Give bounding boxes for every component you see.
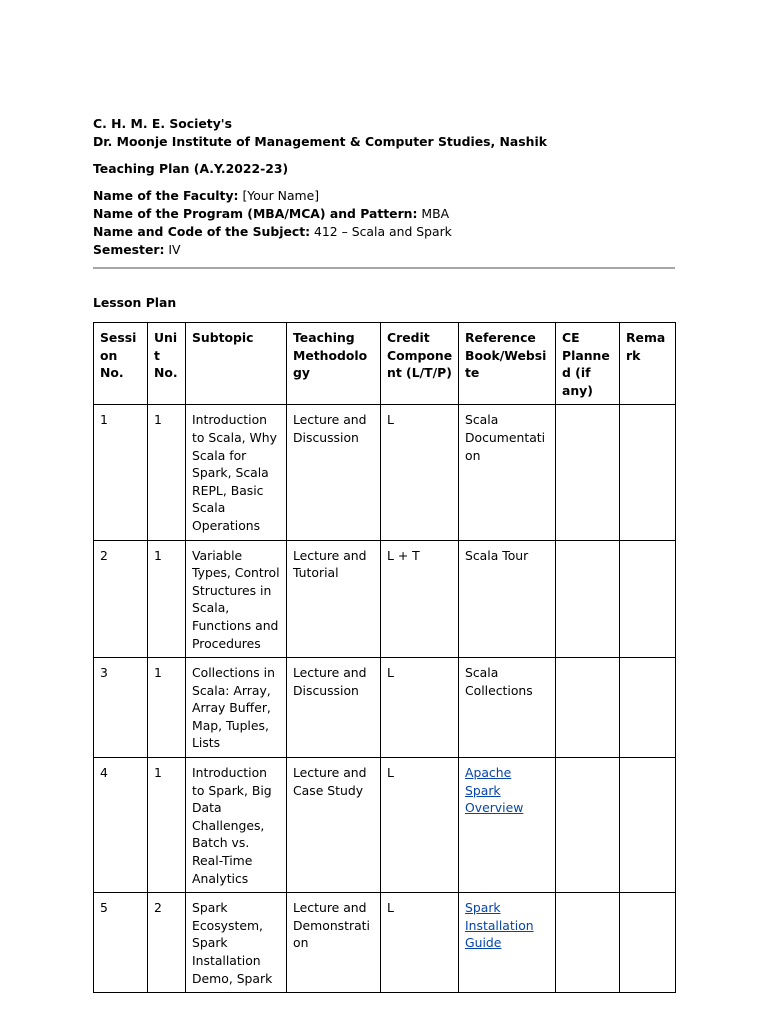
cell-subtopic: Variable Types, Control Structures in Scala, Functions and Procedures	[186, 540, 287, 658]
field-label: Name and Code of the Subject:	[93, 224, 311, 239]
cell-method: Lecture and Tutorial	[287, 540, 381, 658]
cell-reference: Scala Collections	[459, 658, 556, 758]
field-label: Name of the Faculty:	[93, 188, 239, 203]
lesson-plan-title: Lesson Plan	[93, 295, 177, 310]
field-value: [Your Name]	[238, 188, 320, 203]
field-value: 412 – Scala and Spark	[310, 224, 452, 239]
cell-subtopic: Spark Ecosystem, Spark Installation Demo, Spark	[186, 893, 287, 993]
lesson-plan-table	[93, 322, 676, 993]
column-header: Subtopic	[186, 323, 287, 405]
column-header: CE Planned (if any)	[556, 323, 620, 405]
field-subject	[93, 223, 675, 241]
institute-name: Dr. Moonje Institute of Management & Computer Studies, Nashik	[93, 134, 547, 149]
field-value: IV	[164, 242, 181, 257]
cell-remark	[620, 893, 676, 993]
cell-method: Lecture and Discussion	[287, 405, 381, 540]
reference-link[interactable]: Spark Installation Guide	[465, 900, 534, 951]
cell-remark	[620, 758, 676, 893]
cell-remark	[620, 540, 676, 658]
column-header: Remark	[620, 323, 676, 405]
cell-reference: Scala Documentation	[459, 405, 556, 540]
cell-ce	[556, 893, 620, 993]
cell-session: 5	[94, 893, 148, 993]
column-header: Unit No.	[148, 323, 186, 405]
cell-unit: 2	[148, 893, 186, 993]
cell-subtopic: Collections in Scala: Array, Array Buffer, Map, Tuples, Lists	[186, 658, 287, 758]
cell-ce	[556, 405, 620, 540]
column-header: Session No.	[94, 323, 148, 405]
cell-subtopic: Introduction to Spark, Big Data Challenges, Batch vs. Real-Time Analytics	[186, 758, 287, 893]
cell-method: Lecture and Case Study	[287, 758, 381, 893]
cell-session: 4	[94, 758, 148, 893]
cell-unit: 1	[148, 758, 186, 893]
cell-reference: Scala Tour	[459, 540, 556, 658]
cell-method: Lecture and Demonstration	[287, 893, 381, 993]
cell-unit: 1	[148, 405, 186, 540]
document-header	[93, 115, 675, 259]
cell-credit: L	[381, 893, 459, 993]
cell-credit: L	[381, 658, 459, 758]
table-row	[94, 658, 676, 758]
cell-credit: L + T	[381, 540, 459, 658]
table-header-row	[94, 323, 676, 405]
table-row	[94, 758, 676, 893]
cell-remark	[620, 658, 676, 758]
cell-session: 2	[94, 540, 148, 658]
cell-credit: L	[381, 405, 459, 540]
column-header: Reference Book/Website	[459, 323, 556, 405]
cell-unit: 1	[148, 658, 186, 758]
cell-subtopic: Introduction to Scala, Why Scala for Spark, Scala REPL, Basic Scala Operations	[186, 405, 287, 540]
reference-link[interactable]: Apache Spark Overview	[465, 765, 524, 816]
table-row	[94, 405, 676, 540]
cell-ce	[556, 658, 620, 758]
table-row	[94, 540, 676, 658]
cell-session: 3	[94, 658, 148, 758]
horizontal-rule	[93, 267, 675, 269]
cell-remark	[620, 405, 676, 540]
table-row	[94, 893, 676, 993]
society-name: C. H. M. E. Society's	[93, 116, 232, 131]
column-header: Credit Component (L/T/P)	[381, 323, 459, 405]
field-label: Semester:	[93, 242, 165, 257]
cell-unit: 1	[148, 540, 186, 658]
plan-title: Teaching Plan (A.Y.2022-23)	[93, 161, 289, 176]
field-faculty	[93, 187, 675, 205]
column-header: Teaching Methodology	[287, 323, 381, 405]
cell-method: Lecture and Discussion	[287, 658, 381, 758]
field-semester	[93, 241, 675, 259]
field-list	[93, 187, 675, 259]
cell-ce	[556, 540, 620, 658]
cell-reference	[459, 758, 556, 893]
cell-credit: L	[381, 758, 459, 893]
field-program	[93, 205, 675, 223]
field-value: MBA	[417, 206, 450, 221]
field-label: Name of the Program (MBA/MCA) and Pattern:	[93, 206, 418, 221]
cell-reference	[459, 893, 556, 993]
cell-session: 1	[94, 405, 148, 540]
cell-ce	[556, 758, 620, 893]
